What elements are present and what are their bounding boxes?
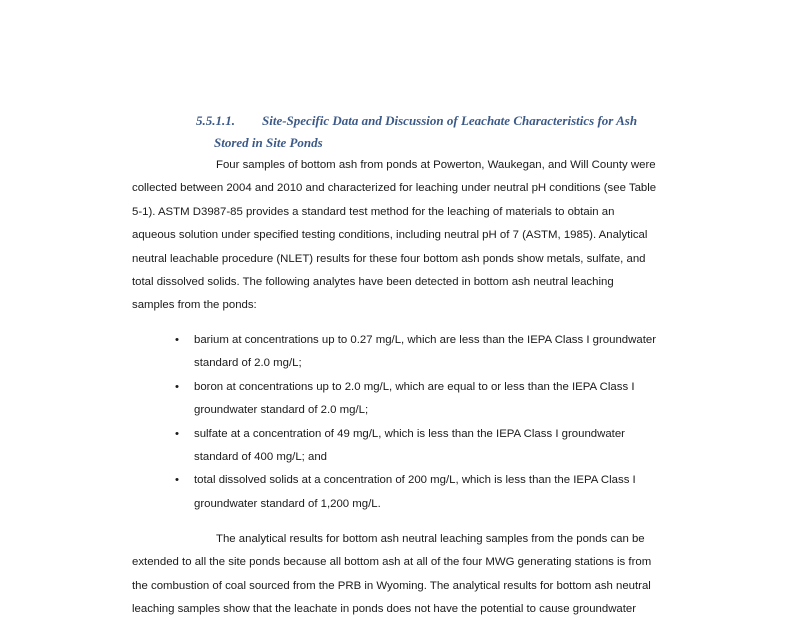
paragraph-line: samples from the ponds: — [132, 299, 257, 312]
list-item-line: barium at concentrations up to 0.27 mg/L, which are less than the IEPA Class I groundwater — [194, 334, 656, 346]
list-item-line: boron at concentrations up to 2.0 mg/L, which are equal to or less than the IEPA Class I — [194, 380, 635, 393]
bullet-marker: • — [175, 474, 179, 487]
section-number: 5.5.1.1. — [196, 113, 235, 128]
list-item-boron — [166, 376, 676, 423]
list-item-line: total dissolved solids at a concentration of 200 mg/L, which is less than the IEPA Class I — [194, 474, 636, 487]
analyte-bullet-list — [166, 329, 676, 516]
paragraph-line: leaching samples show that the leachate in ponds does not have the potential to cause groundwater — [132, 603, 637, 616]
list-item-line: groundwater standard of 1,200 mg/L. — [194, 497, 381, 510]
list-item-line: groundwater standard of 2.0 mg/L; — [194, 404, 369, 417]
paragraph-line: Four samples of bottom ash from ponds at Powerton, Waukegan, and Will County were — [216, 159, 656, 171]
paragraph-line: neutral leachable procedure (NLET) results for these four bottom ash ponds show metals, sulfate, and — [132, 252, 646, 265]
list-item-line: standard of 2.0 mg/L; — [194, 357, 302, 370]
bullet-marker: • — [175, 334, 179, 346]
paragraph-line: The analytical results for bottom ash neutral leaching samples from the ponds can be — [216, 533, 645, 545]
list-item-line: standard of 400 mg/L; and — [194, 451, 327, 464]
list-item-sulfate — [166, 423, 676, 470]
paragraph-analytical-results — [132, 528, 672, 618]
paragraph-line: 5-1). ASTM D3987-85 provides a standard test method for the leaching of materials to obtain an — [132, 205, 615, 218]
section-title-line-1: Site-Specific Data and Discussion of Leachate Characteristics for Ash — [262, 113, 638, 128]
list-item-barium — [166, 329, 676, 376]
paragraph-line: total dissolved solids. The following analytes have been detected in bottom ash neutral leaching — [132, 276, 614, 289]
paragraph-leaching-samples — [132, 154, 672, 318]
section-title-line-2: Stored in Site Ponds — [214, 135, 323, 150]
paragraph-line: extended to all the site ponds because all bottom ash at all of the four MWG generating stations is from — [132, 556, 652, 569]
paragraph-line: the combustion of coal sourced from the PRB in Wyoming. The analytical results for bottom ash neutral — [132, 579, 651, 592]
list-item-line: sulfate at a concentration of 49 mg/L, which is less than the IEPA Class I groundwater — [194, 427, 625, 440]
paragraph-line: collected between 2004 and 2010 and characterized for leaching under neutral pH conditions (see Table — [132, 182, 657, 195]
bullet-marker: • — [175, 380, 179, 393]
list-item-total-dissolved-solids — [166, 469, 676, 516]
section-heading — [196, 110, 696, 154]
paragraph-line: aqueous solution under specified testing conditions, including neutral pH of 7 (ASTM, 1985). Analytical — [132, 229, 648, 242]
bullet-marker: • — [175, 427, 179, 440]
